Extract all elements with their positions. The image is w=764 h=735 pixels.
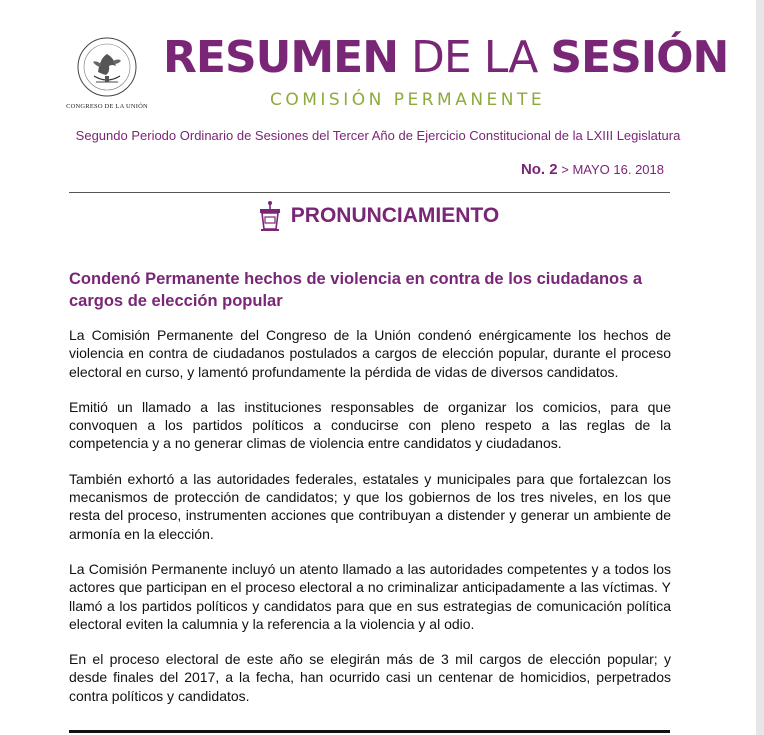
article-headline: Condenó Permanente hechos de violencia en contra de los ciudadanos a cargos de elección popular (69, 270, 643, 310)
article-paragraph: También exhortó a las autoridades federales, estatales y municipales para que fortalezcan los mecanismos de protección de candidatos; y que los gobiernos de los tres niveles, en los que resta del proceso, instrumenten acciones que contribuyan a distender y generar un ambiente de armonía en la elección. (69, 470, 671, 542)
publication-subtitle: COMISIÓN PERMANENTE (270, 90, 546, 110)
article-paragraph: La Comisión Permanente incluyó un atento llamado a las autoridades competentes y a todos los actores que participan en el proceso electoral a no criminalizar anticipadamente a las víctimas. Y llamó a los partidos políticos y candidatos para que en sus estrategias de comunicación política electoral eviten la calumnia y la referencia a la violencia y al odio. (69, 560, 671, 632)
congress-seal (62, 36, 152, 112)
issue-number: No. 2 (520, 161, 558, 178)
bottom-divider (69, 730, 670, 733)
article-paragraph: La Comisión Permanente del Congreso de la Unión condenó enérgicamente los hechos de violencia en contra de ciudadanos postulados a cargos de elección popular, durante el proceso electoral en curso, y lamentó profundamente la pérdida de vidas de diversos candidatos. (69, 327, 671, 380)
page-edge (756, 0, 764, 735)
publication-title (163, 32, 728, 84)
top-divider (69, 192, 670, 193)
title-word-sesion: SESIÓN (550, 32, 729, 83)
podium-icon (257, 200, 283, 232)
issue-info (521, 161, 664, 178)
eagle-seal-icon (76, 36, 138, 98)
article-body (69, 326, 671, 722)
title-word-resumen: RESUMEN (163, 32, 399, 83)
section-title: PRONUNCIAMIENTO (290, 204, 500, 227)
article-paragraph: Emitió un llamado a las instituciones responsables de organizar los comicios, para que convoquen a los partidos políticos a conducirse con pleno respeto a las reglas de la competencia y a no generar climas de violencia entre candidatos y ciudadanos. (69, 398, 671, 452)
seal-caption: CONGRESO DE LA UNIÓN (66, 103, 148, 110)
title-word-de-la: DE LA (411, 32, 538, 83)
document-header (0, 0, 756, 178)
issue-date: > MAYO 16. 2018 (561, 162, 664, 177)
section-heading (0, 200, 756, 240)
legislative-period: Segundo Periodo Ordinario de Sesiones del Tercer Año de Ejercicio Constitucional de la LXIII Legislatura (75, 128, 681, 143)
article-paragraph: En el proceso electoral de este año se elegirán más de 3 mil cargos de elección popular; y desde finales del 2017, a la fecha, han ocurrido casi un centenar de homicidios, perpetrados contra políticos y candidatos. (69, 651, 671, 704)
